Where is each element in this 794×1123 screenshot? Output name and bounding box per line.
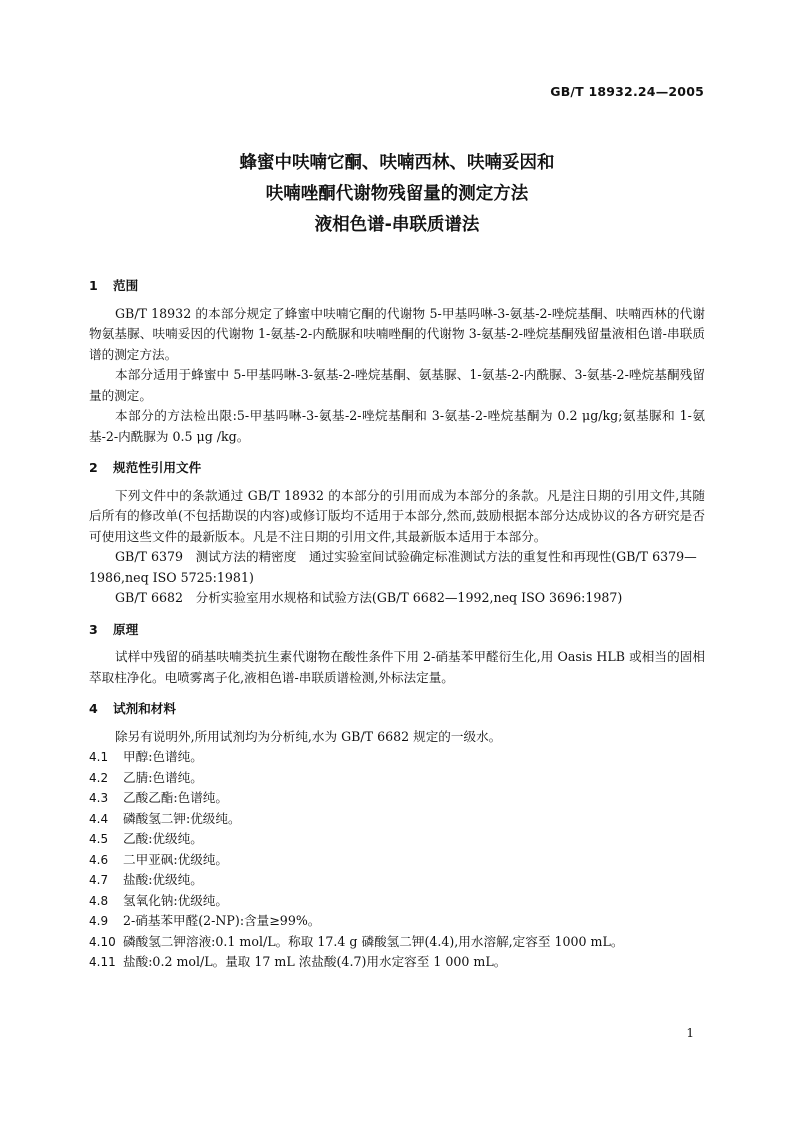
standard-code: GB/T 18932.24—2005 <box>550 84 704 99</box>
list-item <box>89 829 705 850</box>
item-text: 磷酸氢二钾:优级纯。 <box>123 810 241 826</box>
item-text: 乙酸乙酯:色谱纯。 <box>123 790 228 805</box>
section-heading-reagents <box>89 699 705 720</box>
section-number: 2 <box>89 460 98 475</box>
title-line-1: 蜂蜜中呋喃它酮、呋喃西林、呋喃妥因和 <box>239 153 555 173</box>
reference-gbt-6379: GB/T 6379 测试方法的精密度 通过实验室间试验确定标准测试方法的重复性和再现性(GB/T 6379—1986,neq ISO 5725:1981) <box>89 549 697 585</box>
section-number: 3 <box>89 621 98 637</box>
item-text: 乙腈:色谱纯。 <box>123 769 203 785</box>
document-body <box>89 270 705 973</box>
references-paragraph: 下列文件中的条款通过 GB/T 18932 的本部分的引用而成为本部分的条款。凡是注日期的引用文件,其随后所有的修改单(不包括勘误的内容)或修订版均不适用于本部分,然而,鼓励根据本部分达成协议的各方研究是否可使用这些文件的最新版本。凡是不注日期的引用文件,其最新版本适用于本部分。 <box>89 487 705 544</box>
title-line-2: 呋喃唑酮代谢物残留量的测定方法 <box>265 184 529 204</box>
item-text: 甲醇:色谱纯。 <box>123 749 203 764</box>
item-text: 盐酸:优级纯。 <box>123 872 203 887</box>
section-title: 原理 <box>113 621 139 637</box>
item-number: 4.9 <box>89 914 109 928</box>
scope-paragraph-1: GB/T 18932 的本部分规定了蜂蜜中呋喃它酮的代谢物 5-甲基吗啉-3-氨基-2-唑烷基酮、呋喃西林的代谢物氨基脲、呋喃妥因的代谢物 1-氨基-2-内酰脲和呋喃唑酮的代谢物 3-氨基-2-唑烷基酮残留量液相色谱-串联质谱的测定方法。 <box>89 305 705 362</box>
section-heading-principle <box>89 620 705 641</box>
item-text: 盐酸:0.2 mol/L。量取 17 mL 浓盐酸(4.7)用水定容至 1 000 mL。 <box>123 954 507 969</box>
section-number: 4 <box>89 701 98 716</box>
reagents-intro-paragraph: 除另有说明外,所用试剂均为分析纯,水为 GB/T 6682 规定的一级水。 <box>115 728 502 744</box>
item-text: 氢氧化钠:优级纯。 <box>123 892 228 908</box>
section-title: 试剂和材料 <box>113 701 176 716</box>
item-number: 4.1 <box>89 750 109 764</box>
item-number: 4.8 <box>89 893 109 908</box>
scope-paragraph-2: 本部分适用于蜂蜜中 5-甲基吗啉-3-氨基-2-唑烷基酮、氨基脲、1-氨基-2-内酰脲、3-氨基-2-唑烷基酮残留量的测定。 <box>89 367 705 403</box>
title-line-3: 液相色谱-串联质谱法 <box>314 215 480 235</box>
item-number: 4.5 <box>89 832 109 846</box>
item-number: 4.11 <box>89 955 116 969</box>
list-item <box>89 788 705 809</box>
list-item <box>89 809 705 830</box>
item-text: 乙酸:优级纯。 <box>123 831 203 846</box>
item-number: 4.6 <box>89 852 109 867</box>
list-item <box>89 850 705 871</box>
list-item <box>89 891 705 912</box>
item-number: 4.4 <box>89 811 109 826</box>
section-heading-normative-references <box>89 458 705 479</box>
list-item <box>89 932 705 953</box>
list-item <box>89 747 705 768</box>
list-item <box>89 952 705 973</box>
section-title: 规范性引用文件 <box>113 460 202 475</box>
item-number: 4.7 <box>89 873 109 887</box>
item-text: 磷酸氢二钾溶液:0.1 mol/L。称取 17.4 g 磷酸氢二钾(4.4),用水溶解,定容至 1000 mL。 <box>123 933 624 949</box>
section-title: 范围 <box>113 278 139 293</box>
section-number: 1 <box>89 278 98 293</box>
scope-paragraph-3: 本部分的方法检出限:5-甲基吗啉-3-氨基-2-唑烷基酮和 3-氨基-2-唑烷基酮为 0.2 μg/kg;氨基脲和 1-氨基-2-内酰脲为 0.5 μg /kg。 <box>89 408 705 444</box>
item-number: 4.2 <box>89 770 109 785</box>
list-item <box>89 768 705 789</box>
list-item <box>89 870 705 891</box>
section-heading-scope <box>89 276 705 297</box>
page-number: 1 <box>686 1026 694 1040</box>
item-number: 4.3 <box>89 791 109 805</box>
list-item <box>89 911 705 932</box>
item-text: 二甲亚砜:优级纯。 <box>123 851 228 867</box>
principle-paragraph: 试样中残留的硝基呋喃类抗生素代谢物在酸性条件下用 2-硝基苯甲醛衍生化,用 Oasis HLB 或相当的固相萃取柱净化。电喷雾离子化,液相色谱-串联质谱检测,外标法定量。 <box>89 649 705 685</box>
item-number: 4.10 <box>89 934 116 949</box>
item-text: 2-硝基苯甲醛(2-NP):含量≥99%。 <box>123 913 321 928</box>
document-title <box>0 148 794 241</box>
reference-gbt-6682: GB/T 6682 分析实验室用水规格和试验方法(GB/T 6682—1992,neq ISO 3696:1987) <box>115 590 623 605</box>
